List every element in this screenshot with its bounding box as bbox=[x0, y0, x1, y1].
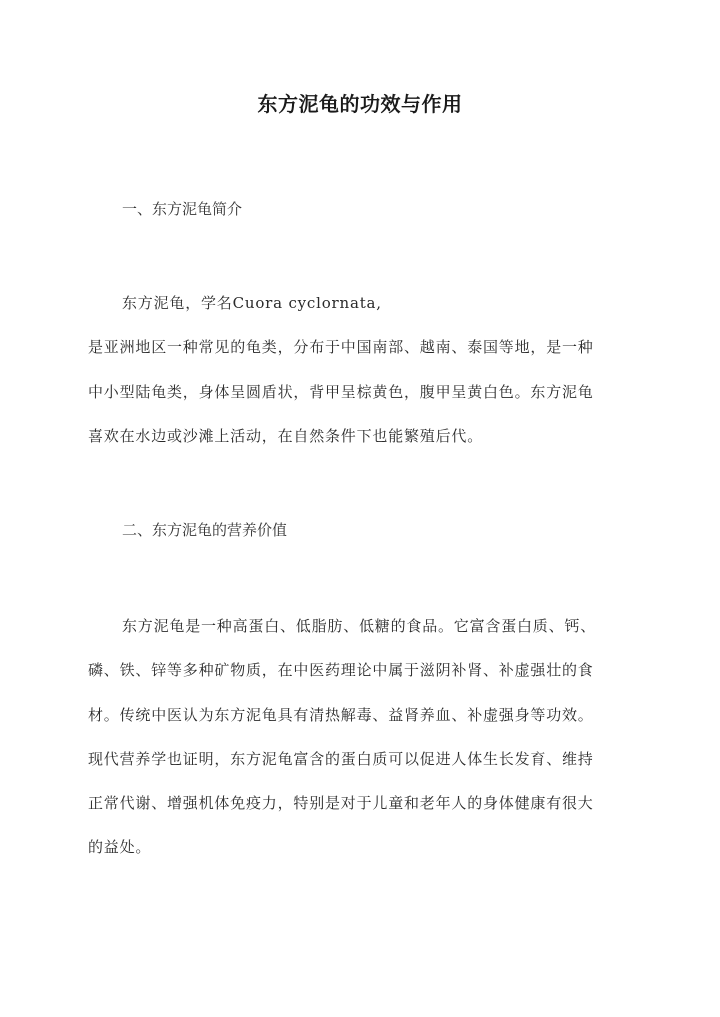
paragraph-line: 中小型陆龟类，身体呈圆盾状，背甲呈棕黄色，腹甲呈黄白色。东方泥龟 bbox=[88, 383, 594, 401]
paragraph-line: 现代营养学也证明，东方泥龟富含的蛋白质可以促进人体生长发育、维持 bbox=[88, 750, 594, 768]
document-title: 东方泥龟的功效与作用 bbox=[257, 92, 463, 116]
section-heading-intro: 一、东方泥龟简介 bbox=[122, 200, 243, 218]
paragraph-line: 磷、铁、锌等多种矿物质，在中医药理论中属于滋阴补肾、补虚强壮的食 bbox=[88, 661, 594, 679]
paragraph-line: 东方泥龟是一种高蛋白、低脂肪、低糖的食品。它富含蛋白质、钙、 bbox=[122, 617, 597, 635]
paragraph-line: 喜欢在水边或沙滩上活动，在自然条件下也能繁殖后代。 bbox=[88, 427, 484, 445]
paragraph-line: 正常代谢、增强机体免疫力，特别是对于儿童和老年人的身体健康有很大 bbox=[88, 794, 594, 812]
paragraph-line: 东方泥龟，学名Cuora cyclornata, bbox=[122, 294, 382, 312]
paragraph-line: 的益处。 bbox=[88, 838, 152, 856]
paragraph-line: 材。传统中医认为东方泥龟具有清热解毒、益肾养血、补虚强身等功效。 bbox=[88, 706, 594, 724]
paragraph-line: 是亚洲地区一种常见的龟类，分布于中国南部、越南、泰国等地，是一种 bbox=[88, 338, 594, 356]
section-heading-nutrition: 二、东方泥龟的营养价值 bbox=[122, 521, 288, 539]
